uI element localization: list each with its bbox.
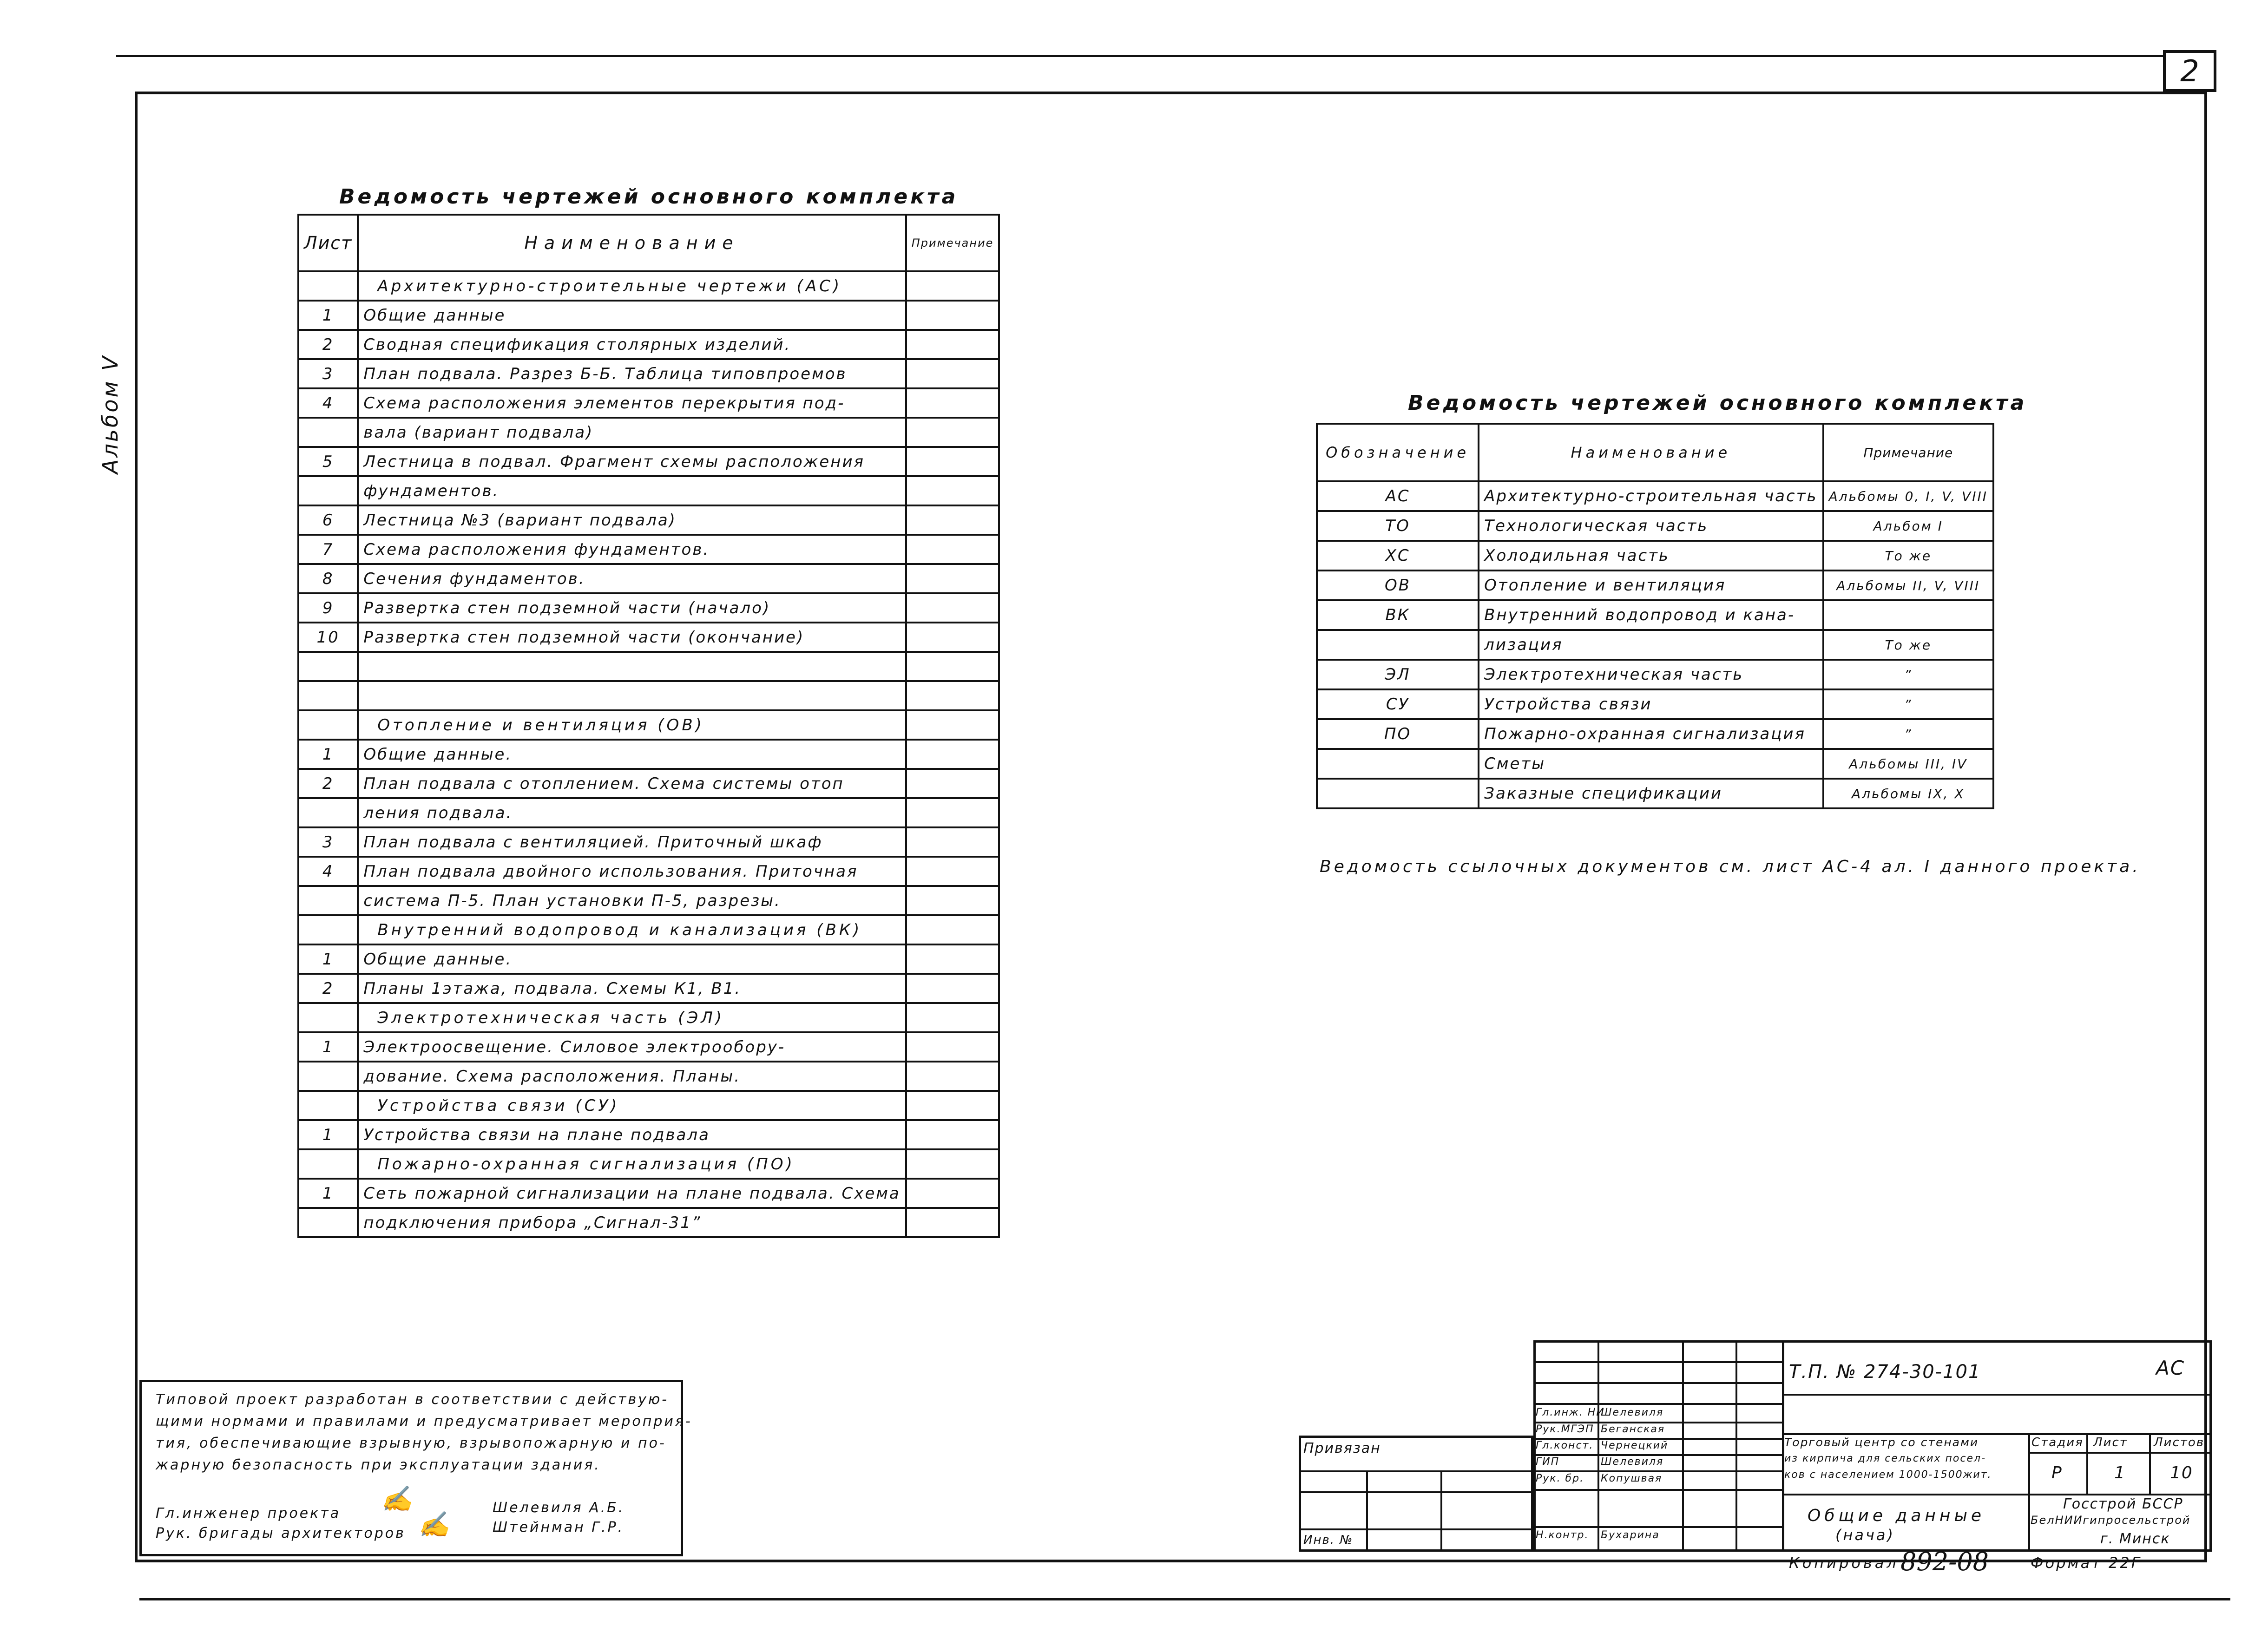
row-name: Пожарно-охранная сигнализация	[1479, 719, 1823, 749]
row-sheet-number	[298, 476, 358, 505]
row-name: фундаментов.	[358, 476, 906, 505]
grid-v2	[1682, 1340, 1684, 1552]
row-sheet-number	[298, 271, 358, 301]
header-note: Примечание	[906, 215, 999, 271]
row-name: Электроосвещение. Силовое электрообору-	[358, 1032, 906, 1062]
signer-name-4: Шелевиля	[1601, 1456, 1664, 1468]
row-name: Сметы	[1479, 749, 1823, 779]
grid-h3	[1533, 1403, 1784, 1405]
row-note	[906, 769, 999, 798]
row-sheet-number	[298, 1208, 358, 1237]
row-section-heading: Пожарно-охранная сигнализация (ПО)	[358, 1149, 906, 1179]
row-sheet-number: 1	[298, 740, 358, 769]
stage-value: Р	[2051, 1463, 2063, 1482]
table-row	[298, 505, 999, 535]
row-sheet-number: 1	[298, 944, 358, 974]
row-sheet-number	[298, 418, 358, 447]
row-name: Устройства связи на плане подвала	[358, 1120, 906, 1149]
chief-engineer-name: Шелевиля А.Б.	[493, 1500, 625, 1516]
row-designation	[1317, 630, 1479, 660]
row-name: Схема расположения фундаментов.	[358, 535, 906, 564]
title-h3	[2028, 1452, 2212, 1454]
header-name: Наименование	[1479, 424, 1823, 481]
table-row	[298, 271, 999, 301]
row-note	[906, 535, 999, 564]
title-v3	[2149, 1433, 2151, 1494]
row-note	[906, 681, 999, 710]
format-label: Формат 22Г	[2031, 1554, 2142, 1572]
row-name	[358, 681, 906, 710]
row-name: Внутренний водопровод и кана-	[1479, 600, 1823, 630]
table-row	[1317, 571, 1993, 600]
row-sheet-number: 8	[298, 564, 358, 593]
brigade-name: Штейнман Г.Р.	[493, 1519, 625, 1535]
row-name: Лестница №3 (вариант подвала)	[358, 505, 906, 535]
chief-signature: ✍	[381, 1484, 413, 1514]
row-note: Альбом I	[1823, 511, 1993, 541]
row-sheet-number: 4	[298, 388, 358, 418]
table-row	[1317, 749, 1993, 779]
bind-v2	[1440, 1470, 1442, 1552]
row-designation: ПО	[1317, 719, 1479, 749]
grid-v3	[1736, 1340, 1737, 1552]
copied-label: Копировал	[1789, 1554, 1899, 1572]
row-sheet-number	[298, 1091, 358, 1120]
table-row	[1317, 481, 1993, 511]
row-note: ”	[1823, 660, 1993, 689]
note-line-4: жарную безопасность при эксплуатации здания.	[156, 1457, 601, 1473]
note-line-1: Типовой проект разработан в соответствии с действую-	[156, 1391, 669, 1408]
table-row	[1317, 541, 1993, 571]
row-name: Планы 1этажа, подвала. Схемы К1, В1.	[358, 974, 906, 1003]
row-name: ления подвала.	[358, 798, 906, 827]
org-line-3: г. Минск	[2100, 1531, 2170, 1547]
row-name: Развертка стен подземной части (окончание)	[358, 623, 906, 652]
row-note	[906, 447, 999, 476]
copy-number: 892-08	[1900, 1547, 1989, 1576]
reference-note: Ведомость ссылочных документов см. лист АС-4 ал. I данного проекта.	[1320, 857, 2141, 876]
title-v1	[2028, 1433, 2030, 1552]
bind-h3	[1299, 1528, 1533, 1530]
row-sheet-number	[298, 710, 358, 740]
row-note: ”	[1823, 689, 1993, 719]
row-note	[906, 564, 999, 593]
row-sheet-number	[298, 1149, 358, 1179]
row-note	[906, 388, 999, 418]
row-note: Альбомы 0, I, V, VIII	[1823, 481, 1993, 511]
table-row	[1317, 660, 1993, 689]
row-note	[906, 271, 999, 301]
table-row	[298, 1208, 999, 1237]
grid-h7	[1533, 1470, 1784, 1472]
row-designation: СУ	[1317, 689, 1479, 719]
table-row	[298, 476, 999, 505]
table-row	[298, 915, 999, 944]
row-note	[906, 1062, 999, 1091]
row-name: система П-5. План установки П-5, разрезы.	[358, 886, 906, 915]
signer-role-4: ГИП	[1536, 1456, 1560, 1468]
table-row	[1317, 600, 1993, 630]
sheet-value: 1	[2114, 1463, 2126, 1482]
table-row	[1317, 511, 1993, 541]
row-name: Технологическая часть	[1479, 511, 1823, 541]
table-row	[298, 944, 999, 974]
row-designation: ОВ	[1317, 571, 1479, 600]
table-row	[298, 710, 999, 740]
signer-name-3: Чернецкий	[1601, 1440, 1669, 1451]
signer-name-6: Бухарина	[1601, 1529, 1660, 1541]
row-sheet-number: 3	[298, 827, 358, 857]
row-note	[906, 1003, 999, 1032]
row-sheet-number: 4	[298, 857, 358, 886]
table-row	[298, 623, 999, 652]
table-row	[1317, 779, 1993, 808]
row-sheet-number: 9	[298, 593, 358, 623]
row-name: Схема расположения элементов перекрытия под-	[358, 388, 906, 418]
note-line-2: щими нормами и правилами и предусматривает мероприя-	[156, 1413, 692, 1430]
row-sheet-number	[298, 681, 358, 710]
row-note	[906, 740, 999, 769]
table-row	[298, 827, 999, 857]
row-sheet-number: 1	[298, 301, 358, 330]
signer-role-2: Рук.МГЭП	[1536, 1423, 1594, 1435]
row-note: То же	[1823, 541, 1993, 571]
signer-name-5: Копушвая	[1601, 1473, 1663, 1484]
row-designation: ХС	[1317, 541, 1479, 571]
binding-label: Привязан	[1303, 1440, 1381, 1456]
row-note	[906, 710, 999, 740]
row-sheet-number: 3	[298, 359, 358, 388]
table-row	[298, 301, 999, 330]
inventory-label: Инв. №	[1303, 1533, 1354, 1547]
row-name: Лестница в подвал. Фрагмент схемы расположения	[358, 447, 906, 476]
row-note	[906, 476, 999, 505]
table-row	[298, 740, 999, 769]
row-name: План подвала с вентиляцией. Приточный шкаф	[358, 827, 906, 857]
table-row	[298, 1032, 999, 1062]
row-sheet-number: 7	[298, 535, 358, 564]
row-note	[1823, 600, 1993, 630]
row-section-heading: Электротехническая часть (ЭЛ)	[358, 1003, 906, 1032]
table-row	[298, 593, 999, 623]
row-name: Общие данные	[358, 301, 906, 330]
row-designation: АС	[1317, 481, 1479, 511]
row-note	[906, 1208, 999, 1237]
table-row	[298, 769, 999, 798]
album-label: Альбом V	[98, 354, 123, 474]
table-header-row	[1317, 424, 1993, 481]
row-section-heading: Отопление и вентиляция (ОВ)	[358, 710, 906, 740]
row-note	[906, 1032, 999, 1062]
table-row	[298, 359, 999, 388]
grid-v1	[1597, 1340, 1599, 1552]
row-name: Сечения фундаментов.	[358, 564, 906, 593]
title-h2	[1782, 1433, 2212, 1435]
row-name: Общие данные.	[358, 944, 906, 974]
table-row	[298, 1179, 999, 1208]
table-row	[298, 535, 999, 564]
table-header-row	[298, 215, 999, 271]
row-sheet-number	[298, 1062, 358, 1091]
header-sheet: Лист	[298, 215, 358, 271]
row-designation: ВК	[1317, 600, 1479, 630]
row-note	[906, 944, 999, 974]
table-row	[298, 388, 999, 418]
row-note	[906, 593, 999, 623]
description-line-2: из кирпича для сельских посел-	[1784, 1453, 1986, 1464]
row-note	[906, 301, 999, 330]
table-row	[298, 798, 999, 827]
row-name	[358, 652, 906, 681]
row-note: ”	[1823, 719, 1993, 749]
right-drawing-list-table	[1316, 423, 1994, 809]
row-designation: ЭЛ	[1317, 660, 1479, 689]
table-row	[298, 1062, 999, 1091]
row-note	[906, 915, 999, 944]
brigade-signature: ✍	[418, 1510, 450, 1539]
right-table-title: Ведомость чертежей основного комплекта	[1408, 391, 2027, 415]
row-sheet-number: 2	[298, 769, 358, 798]
description-line-1: Торговый центр со стенами	[1784, 1436, 1979, 1449]
row-name: Заказные спецификации	[1479, 779, 1823, 808]
grid-h2	[1533, 1382, 1784, 1384]
row-note	[906, 359, 999, 388]
bind-h1	[1299, 1470, 1533, 1472]
row-section-heading: Устройства связи (СУ)	[358, 1091, 906, 1120]
row-designation: ТО	[1317, 511, 1479, 541]
row-note	[906, 1179, 999, 1208]
row-sheet-number: 2	[298, 330, 358, 359]
row-name: Развертка стен подземной части (начало)	[358, 593, 906, 623]
table-row	[1317, 719, 1993, 749]
table-row	[298, 1003, 999, 1032]
table-row	[298, 886, 999, 915]
row-note: То же	[1823, 630, 1993, 660]
row-designation	[1317, 749, 1479, 779]
row-name: Архитектурно-строительная часть	[1479, 481, 1823, 511]
row-sheet-number	[298, 798, 358, 827]
table-row	[298, 564, 999, 593]
left-table-body	[298, 271, 999, 1237]
header-designation: Обозначение	[1317, 424, 1479, 481]
left-table-title: Ведомость чертежей основного комплекта	[339, 185, 959, 209]
row-sheet-number	[298, 886, 358, 915]
sheet-number: 2	[2163, 50, 2216, 92]
row-name: лизация	[1479, 630, 1823, 660]
table-row	[298, 857, 999, 886]
grid-h8	[1533, 1489, 1784, 1491]
table-row	[298, 330, 999, 359]
row-note	[906, 1091, 999, 1120]
row-sheet-number	[298, 915, 358, 944]
sheet-title-line-1: Общие данные	[1808, 1506, 1985, 1525]
description-line-3: ков с населением 1000-1500жит.	[1784, 1469, 1992, 1481]
row-note: Альбомы II, V, VIII	[1823, 571, 1993, 600]
signer-name-2: Беганская	[1601, 1423, 1665, 1435]
table-row	[298, 447, 999, 476]
org-line-1: Госстрой БССР	[2063, 1496, 2183, 1512]
row-sheet-number: 2	[298, 974, 358, 1003]
row-note	[906, 798, 999, 827]
row-note: Альбомы IX, X	[1823, 779, 1993, 808]
row-sheet-number: 1	[298, 1120, 358, 1149]
table-row	[298, 652, 999, 681]
project-code: Т.П. № 274-30-101	[1789, 1361, 1981, 1383]
signer-role-1: Гл.инж. НИ	[1536, 1407, 1605, 1418]
row-name: План подвала с отоплением. Схема системы отоп	[358, 769, 906, 798]
row-name: Электротехническая часть	[1479, 660, 1823, 689]
sheet-title-line-2: (нача)	[1835, 1526, 1895, 1544]
row-note: Альбомы III, IV	[1823, 749, 1993, 779]
note-line-3: тия, обеспечивающие взрывную, взрывопожарную и по-	[156, 1435, 666, 1451]
table-row	[298, 1120, 999, 1149]
grid-h9	[1533, 1526, 1784, 1528]
row-sheet-number: 1	[298, 1032, 358, 1062]
title-h1	[1782, 1394, 2212, 1396]
sheets-value: 10	[2170, 1463, 2193, 1482]
right-table-body	[1317, 481, 1993, 808]
grid-h1	[1533, 1361, 1784, 1363]
row-name: Сводная спецификация столярных изделий.	[358, 330, 906, 359]
row-note	[906, 652, 999, 681]
row-sheet-number	[298, 1003, 358, 1032]
row-note	[906, 1149, 999, 1179]
table-row	[298, 418, 999, 447]
row-note	[906, 505, 999, 535]
top-border-line	[116, 55, 2170, 57]
row-name: Холодильная часть	[1479, 541, 1823, 571]
brigade-role: Рук. бригады архитекторов	[156, 1525, 406, 1541]
row-name: Устройства связи	[1479, 689, 1823, 719]
header-note: Примечание	[1823, 424, 1993, 481]
row-name: дование. Схема расположения. Планы.	[358, 1062, 906, 1091]
table-row	[1317, 630, 1993, 660]
row-sheet-number: 1	[298, 1179, 358, 1208]
row-name: План подвала двойного использования. Приточная	[358, 857, 906, 886]
row-note	[906, 623, 999, 652]
row-section-heading: Внутренний водопровод и канализация (ВК)	[358, 915, 906, 944]
chief-engineer-role: Гл.инженер проекта	[156, 1505, 341, 1521]
row-name: Общие данные.	[358, 740, 906, 769]
row-name: подключения прибора „Сигнал-31”	[358, 1208, 906, 1237]
row-sheet-number: 10	[298, 623, 358, 652]
row-sheet-number: 5	[298, 447, 358, 476]
title-v2	[2086, 1433, 2088, 1494]
signer-role-6: Н.контр.	[1536, 1529, 1589, 1541]
row-name: План подвала. Разрез Б-Б. Таблица типовпроемов	[358, 359, 906, 388]
row-note	[906, 974, 999, 1003]
sheets-label: Листов	[2154, 1436, 2205, 1449]
table-row	[298, 974, 999, 1003]
left-drawing-list-table	[297, 214, 1000, 1238]
row-note	[906, 1120, 999, 1149]
table-row	[298, 1091, 999, 1120]
signer-role-3: Гл.конст.	[1536, 1440, 1594, 1451]
row-sheet-number: 6	[298, 505, 358, 535]
row-name: Отопление и вентиляция	[1479, 571, 1823, 600]
row-note	[906, 857, 999, 886]
title-h4	[1782, 1494, 2212, 1495]
header-name: Наименование	[358, 215, 906, 271]
row-designation	[1317, 779, 1479, 808]
row-note	[906, 886, 999, 915]
bottom-border-line	[139, 1598, 2230, 1600]
table-row	[298, 1149, 999, 1179]
table-row	[298, 681, 999, 710]
row-note	[906, 418, 999, 447]
sheet-label: Лист	[2093, 1436, 2128, 1449]
org-line-2: БелНИИгипросельстрой	[2031, 1514, 2191, 1527]
row-sheet-number	[298, 652, 358, 681]
bind-h2	[1299, 1491, 1533, 1493]
row-note	[906, 827, 999, 857]
row-name: Сеть пожарной сигнализации на плане подвала. Схема	[358, 1179, 906, 1208]
row-section-heading: Архитектурно-строительные чертежи (АС)	[358, 271, 906, 301]
table-row	[1317, 689, 1993, 719]
signer-name-1: Шелевиля	[1601, 1407, 1664, 1418]
signer-role-5: Рук. бр.	[1536, 1473, 1584, 1484]
row-name: вала (вариант подвала)	[358, 418, 906, 447]
drawing-mark: АС	[2156, 1357, 2185, 1379]
row-note	[906, 330, 999, 359]
stage-label: Стадия	[2031, 1436, 2084, 1449]
bind-v1	[1366, 1470, 1368, 1552]
